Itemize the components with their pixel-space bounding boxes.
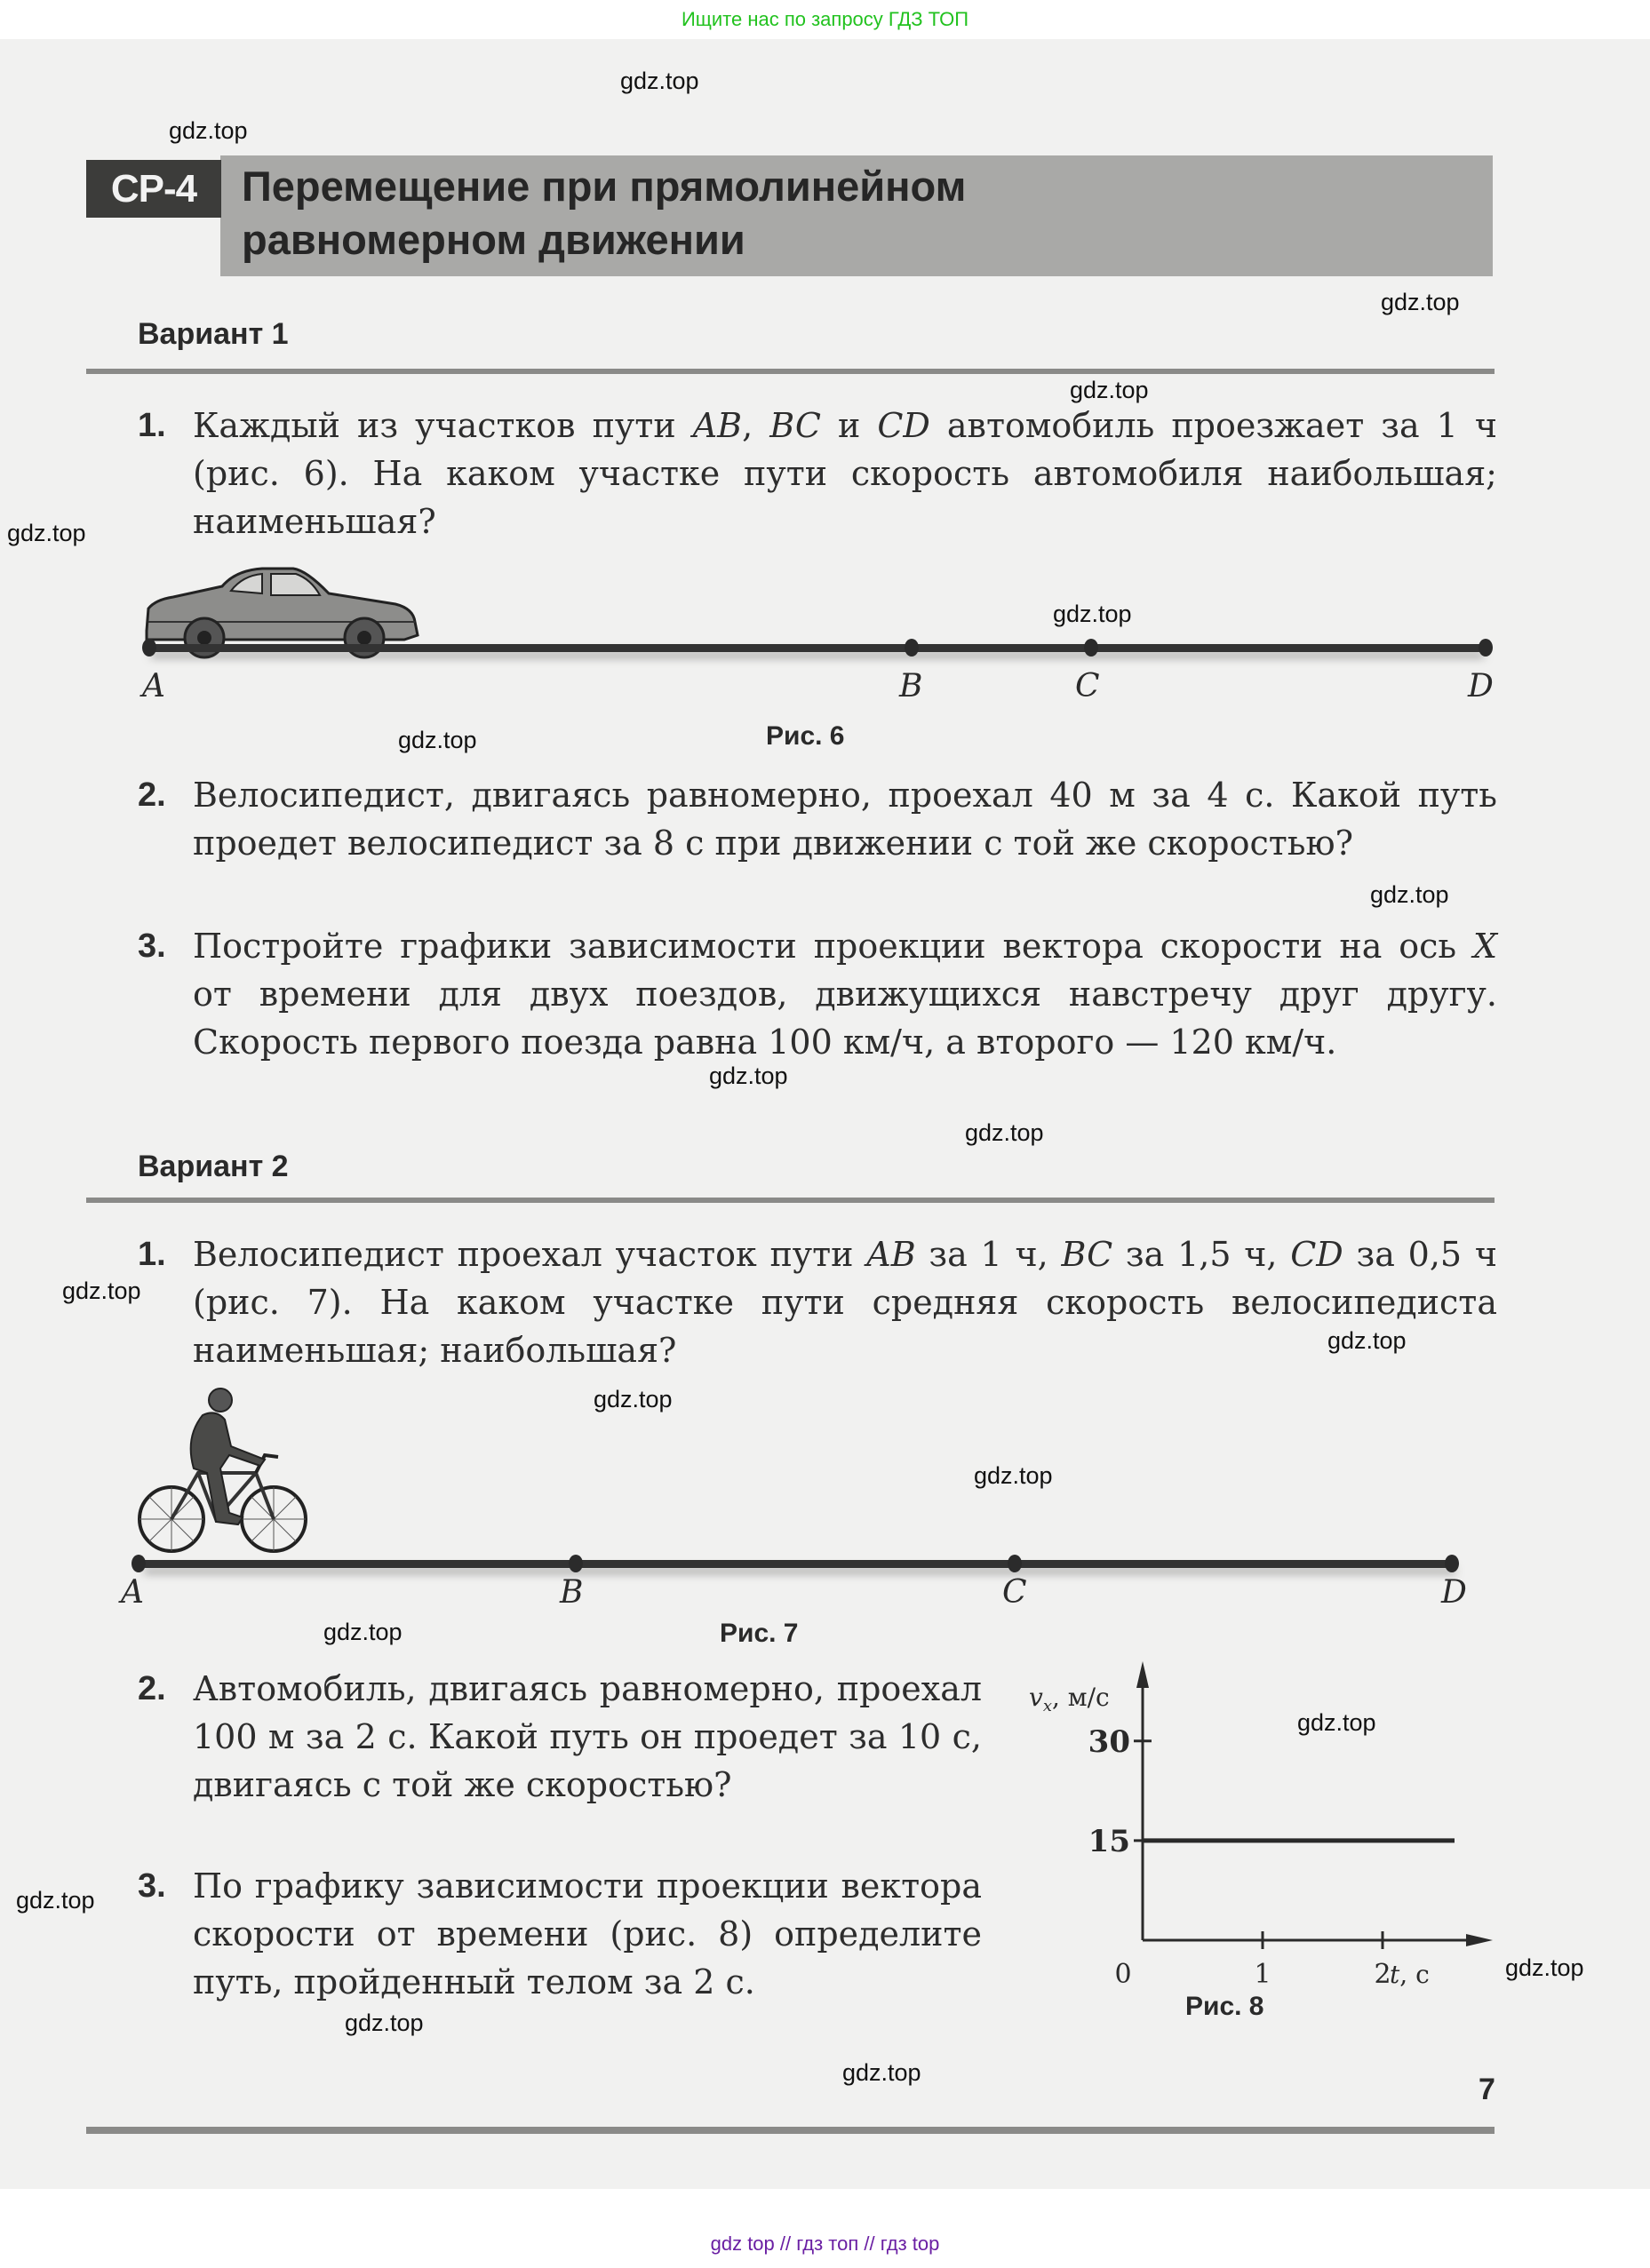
task-text: Велосипедист, двигаясь равномерно, проехал 40 м за 4 с. Какой путь проедет велосипедист за 8 с при движении с той же скоростью? [193,776,1497,863]
watermark: gdz.top [842,2059,921,2086]
car-icon [138,560,440,657]
task-number: 1. [138,1236,166,1273]
watermark: gdz.top [62,1277,141,1304]
cyclist-icon [132,1384,309,1562]
footer-divider [86,2127,1495,2134]
x-axis-label: t, с [1390,1960,1430,1989]
task-number: 3. [138,1867,166,1905]
watermark: gdz.top [1370,881,1449,908]
variant-1-heading: Вариант 1 [138,317,289,351]
point-marker [1008,1555,1022,1572]
point-label: A [121,1574,144,1611]
figure-8-chart [1022,1652,1519,1990]
point-marker [1479,639,1493,657]
divider [86,369,1495,374]
task-number: 1. [138,407,166,444]
figure-caption: Рис. 6 [766,721,845,751]
y-axis-arrow [1136,1661,1149,1688]
task-text: Автомобиль, двигаясь равномерно, проехал 100 м за 2 с. Какой путь он проедет за 10 с, двигаясь с той же скоростью? [193,1669,982,1804]
x-axis-arrow [1466,1934,1493,1946]
section-title [242,160,1468,267]
v1-task-3 [138,922,1497,1066]
watermark: gdz.top [965,1119,1044,1146]
point-label: B [899,668,923,704]
watermark: gdz.top [16,1887,95,1914]
task-number: 3. [138,927,166,965]
watermark: gdz.top [169,117,248,144]
y-tick-label: 15 [1088,1823,1130,1859]
point-marker [569,1555,583,1572]
variant-2-heading: Вариант 2 [138,1150,289,1183]
point-label: D [1468,668,1494,704]
point-label: A [142,668,165,704]
task-text: Постройте графики зависимости проекции вектора скорости на ось X от времени для двух поездов, движущихся навстречу друг другу. Скорость первого поезда равна 100 км/ч, а второго — 120 км/ч. [193,927,1497,1062]
page-number: 7 [1479,2073,1495,2106]
watermark: gdz.top [974,1462,1053,1489]
y-tick-label: 30 [1088,1723,1130,1760]
point-label: B [560,1574,584,1611]
v2-task-1 [138,1230,1497,1374]
task-text: Велосипедист проехал участок пути AB за 1 ч, BC за 1,5 ч, CD за 0,5 ч (рис. 7). На каком участке пути средняя скорость велосипедиста наименьшая; наибольшая? [193,1235,1497,1370]
point-label: C [1002,1574,1027,1611]
task-number: 2. [138,776,166,814]
y-axis-label: $v_x$, м/с [1029,1683,1110,1715]
watermark: gdz.top [398,727,477,753]
watermark: gdz.top [1297,1709,1376,1736]
point-marker [1084,639,1098,657]
v1-task-2 [138,771,1497,867]
v2-task-3 [138,1862,982,2006]
task-text: Каждый из участков пути AB, BC и CD автомобиль проезжает за 1 ч (рис. 6). На каком участке пути скорость автомобиля наибольшая; наименьшая? [193,406,1497,541]
watermark: gdz.top [7,520,86,546]
section-title-line2: равномерном движении [242,216,745,263]
path-line [149,644,1486,652]
watermark: gdz.top [1053,601,1132,627]
watermark: gdz.top [709,1062,788,1089]
figure-caption: Рис. 7 [720,1619,799,1648]
x-tick-label: 0 [1114,1959,1132,1990]
path-line [142,1560,1457,1568]
v1-task-1 [138,402,1497,545]
top-banner[interactable]: Ищите нас по запросу ГДЗ ТОП [681,8,969,30]
point-marker [132,1555,146,1572]
figure-caption: Рис. 8 [1185,1992,1264,2021]
watermark: gdz.top [323,1619,403,1645]
watermark: gdz.top [1070,377,1149,403]
watermark: gdz.top [1327,1327,1407,1354]
watermark: gdz.top [594,1386,673,1413]
section-code: СР-4 [86,160,221,218]
point-label: C [1075,668,1100,704]
point-marker [905,639,919,657]
x-tick-label: 1 [1254,1959,1271,1990]
watermark: gdz.top [620,68,699,94]
x-tick-label: 2 [1374,1959,1391,1990]
watermark: gdz.top [1381,289,1460,315]
task-text: По графику зависимости проекции вектора скорости от времени (рис. 8) определите путь, пройденный телом за 2 с. [193,1866,982,2001]
section-title-line1: Перемещение при прямолинейном [242,163,967,210]
point-label: D [1441,1574,1467,1611]
point-marker [142,639,156,657]
divider [86,1198,1495,1203]
bottom-banner[interactable]: gdz top // гдз топ // гдз top [710,2232,940,2255]
point-marker [1445,1555,1459,1572]
watermark: gdz.top [345,2009,424,2036]
v2-task-2 [138,1665,982,1809]
watermark: gdz.top [1505,1954,1584,1981]
task-number: 2. [138,1670,166,1707]
